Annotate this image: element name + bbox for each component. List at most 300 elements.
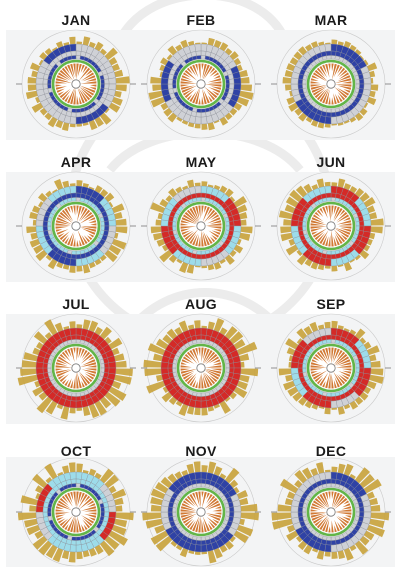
ring-segment [168,507,173,512]
gold-bar [18,375,38,386]
ring-segment [100,359,104,364]
ring-segment [48,80,52,84]
gold-bar [32,474,47,488]
gold-bar [338,406,345,415]
ring-segment [76,254,81,259]
ring-segment [331,109,335,113]
ring-segment [226,80,230,84]
gold-bar [278,504,292,511]
radial-diagram-sep [269,306,393,430]
gold-bar [142,513,161,521]
ring-segment [201,340,205,344]
gold-bar [195,124,201,129]
ring-segment [325,328,331,335]
gold-bar [153,354,163,362]
ring-segment [43,221,48,226]
ring-segment [201,540,206,545]
gold-bar [69,408,75,414]
ring-segment [101,508,105,512]
gold-bar [332,266,338,272]
ring-segment [225,217,229,222]
ring-segment [291,226,298,232]
gold-bar [324,408,330,415]
gold-bar [77,324,83,328]
gold-bar [143,360,161,368]
ring-segment [327,198,331,202]
gold-bar [116,505,123,511]
ring-segment [173,226,177,230]
gold-bar [151,227,162,234]
ring-segment [359,226,364,231]
gold-bar [325,124,331,128]
ring-segment [298,221,303,226]
ring-segment [192,484,197,488]
ring-segment [303,512,307,516]
center-marker [197,508,205,516]
gold-bar [69,37,75,45]
ring-segment [100,503,104,508]
ring-segment [326,540,331,545]
month-title-apr: APR [60,154,92,170]
gold-bar [152,85,161,92]
ring-segment [70,328,76,335]
ring-segment [76,540,81,545]
ring-segment [355,503,359,508]
ring-segment [327,340,331,344]
ring-segment [76,51,81,56]
ring-segment [331,198,335,202]
ring-segment [192,340,197,344]
ring-segment [201,251,205,255]
gold-bar [195,183,201,187]
gold-bar [187,180,194,188]
center-marker [197,364,205,372]
ring-segment [356,84,360,88]
ring-segment [335,250,340,254]
ring-segment [72,393,76,397]
ring-segment [331,545,337,552]
ring-segment [104,368,109,373]
center-marker [197,80,205,88]
ring-segment [67,484,72,488]
ring-segment [168,512,173,517]
ring-segment [322,340,327,344]
gold-bar [194,320,200,328]
ring-segment [168,226,173,231]
center-marker [327,80,335,88]
ring-segment [331,396,336,401]
gold-bar [332,182,338,186]
ring-segment [104,226,109,231]
ring-segment [303,84,307,88]
ring-segment [201,109,205,113]
gold-bar [371,227,383,234]
ring-segment [364,78,371,84]
gold-bar [151,505,161,512]
gold-bar [325,552,331,557]
ring-segment [72,109,76,113]
gold-bar [194,408,200,416]
ring-segment [225,75,229,80]
ring-segment [226,508,230,512]
gold-bar [332,321,338,328]
gold-bar [332,552,338,559]
ring-segment [48,508,52,512]
ring-segment [173,508,177,512]
radial-diagram-jul [14,306,138,430]
gold-bar [371,218,384,225]
gold-bar [21,495,38,505]
ring-segment [71,540,76,545]
ring-segment [298,84,303,89]
gold-bar [62,122,69,131]
gold-bar [285,85,291,91]
ring-segment [201,112,206,117]
ring-segment [70,44,76,51]
ring-segment [205,536,210,540]
ring-segment [229,221,234,226]
ring-segment [192,198,197,202]
ring-segment [364,220,371,226]
ring-segment [298,79,303,84]
ring-segment [205,250,210,254]
ring-segment [196,112,201,117]
ring-segment [196,335,201,340]
gold-bar [116,227,128,234]
ring-segment [335,536,340,540]
ring-segment [71,193,76,198]
gold-bar [241,504,258,512]
center-marker [72,222,80,230]
gold-bar [28,77,37,83]
ring-segment [331,117,337,124]
gold-bar [187,264,195,273]
ring-segment [298,507,303,512]
ring-segment [197,56,201,60]
ring-segment [161,512,168,518]
ring-segment [331,193,336,198]
gold-bar [208,322,215,330]
ring-segment [195,328,201,335]
ring-segment [67,340,72,344]
ring-segment [101,368,105,372]
ring-segment [80,392,85,396]
ring-segment [331,51,336,56]
ring-segment [303,368,307,372]
ring-segment [173,88,177,93]
ring-segment [43,368,48,373]
ring-segment [76,251,80,255]
gold-bar [202,181,208,186]
ring-segment [359,368,364,373]
ring-segment [101,80,105,84]
ring-segment [161,368,168,374]
gold-bar [332,467,338,473]
ring-segment [234,506,241,512]
gold-bar [116,219,127,226]
ring-segment [76,340,80,344]
ring-segment [43,363,48,368]
ring-segment [298,226,303,231]
ring-segment [201,198,205,202]
ring-segment [76,335,81,340]
ring-segment [192,56,197,60]
ring-segment [205,108,210,112]
ring-segment [72,537,76,541]
ring-segment [201,259,207,266]
ring-segment [48,372,52,377]
ring-segment [80,250,85,254]
ring-segment [356,222,360,226]
gold-bar [153,233,163,241]
ring-segment [48,512,52,516]
gold-bar [371,369,384,376]
gold-bar [283,219,291,225]
ring-segment [356,512,360,516]
ring-segment [326,479,331,484]
ring-segment [234,220,241,226]
ring-segment [195,186,201,193]
ring-segment [36,512,43,518]
ring-segment [331,251,335,255]
ring-segment [291,368,298,374]
ring-segment [201,193,206,198]
ring-segment [104,512,109,517]
ring-segment [48,516,52,521]
ring-segment [327,393,331,397]
gold-bar [285,70,293,77]
ring-segment [359,84,364,89]
gold-bar [29,212,38,219]
gold-bar [239,498,248,506]
ring-segment [327,537,331,541]
gold-bar [283,77,292,83]
ring-segment [72,340,76,344]
ring-segment [76,198,80,202]
gold-bar [332,39,338,44]
gold-bar [324,322,330,329]
ring-segment [101,84,105,88]
ring-segment [303,88,307,93]
ring-segment [76,393,80,397]
ring-segment [48,222,52,226]
ring-segment [201,393,205,397]
ring-segment [355,217,359,222]
ring-segment [36,226,43,232]
ring-segment [161,84,168,90]
ring-segment [168,368,173,373]
gold-bar [371,85,379,91]
radial-diagram-oct [14,450,138,574]
ring-segment [226,222,230,226]
ring-segment [356,368,360,372]
gold-bar [69,266,75,273]
center-marker [327,508,335,516]
gold-bar [116,76,130,83]
ring-segment [327,109,331,113]
ring-segment [356,508,360,512]
ring-segment [325,472,331,479]
month-title-jun: JUN [316,154,346,170]
gold-bar [150,77,161,84]
gold-bar [112,203,125,213]
ring-segment [101,222,105,226]
ring-segment [331,56,335,60]
ring-segment [173,222,177,226]
ring-segment [76,112,81,117]
ring-segment [331,540,336,545]
ring-segment [201,537,205,541]
gold-bar [109,338,123,350]
gold-bar [371,361,381,368]
ring-segment [104,363,109,368]
center-marker [327,222,335,230]
ring-segment [197,109,201,113]
ring-segment [229,512,234,517]
ring-segment [43,79,48,84]
radial-diagram-aug [139,306,263,430]
gold-bar [239,212,247,219]
ring-segment [201,396,206,401]
ring-segment [196,51,201,56]
ring-segment [303,516,307,521]
gold-bar [28,85,37,91]
ring-segment [76,479,81,484]
gold-bar [83,319,91,329]
gold-bar [371,505,381,512]
gold-bar [20,369,36,377]
ring-segment [331,537,335,541]
ring-segment [168,84,173,89]
radial-diagram-nov [139,450,263,574]
ring-segment [303,508,307,512]
gold-bar [116,513,134,521]
gold-bar [144,369,161,377]
ring-segment [229,84,234,89]
gold-bar [44,463,57,479]
ring-segment [195,44,201,51]
center-marker [72,364,80,372]
month-title-oct: OCT [60,443,92,459]
ring-segment [197,537,201,541]
ring-segment [104,221,109,226]
ring-segment [291,512,298,518]
gold-bar [202,408,208,416]
ring-segment [226,512,230,516]
month-title-nov: NOV [185,443,217,459]
radial-diagram-feb [139,22,263,146]
ring-segment [326,396,331,401]
ring-segment [43,512,48,517]
ring-segment [325,44,331,51]
ring-segment [101,512,105,516]
ring-segment [359,507,364,512]
ring-segment [197,393,201,397]
ring-segment [331,335,336,340]
ring-segment [43,84,48,89]
radial-diagram-dec [269,450,393,574]
ring-segment [356,80,360,84]
ring-segment [201,479,206,484]
gold-bar [22,360,37,367]
ring-segment [76,537,80,541]
ring-segment [196,540,201,545]
ring-segment [226,368,230,372]
gold-bar [83,264,91,273]
center-marker [72,508,80,516]
ring-segment [48,368,52,372]
ring-segment [234,362,241,368]
ring-segment [229,226,234,231]
ring-segment [205,392,210,396]
ring-segment [355,359,359,364]
ring-segment [67,56,72,60]
ring-segment [173,372,177,377]
ring-segment [173,368,177,372]
gold-bar [371,513,390,521]
gold-bar [77,552,83,560]
gold-bar [114,498,123,506]
gold-bar [241,362,245,368]
gold-bar [241,369,259,377]
ring-segment [48,364,52,368]
ring-segment [173,230,177,235]
ring-segment [326,254,331,259]
ring-segment [298,363,303,368]
ring-segment [359,512,364,517]
ring-segment [201,335,206,340]
ring-segment [168,363,173,368]
ring-segment [226,84,230,88]
ring-segment [173,84,177,88]
ring-segment [48,226,52,230]
ring-segment [197,484,201,488]
ring-segment [173,80,177,84]
ring-segment [71,479,76,484]
ring-segment [303,222,307,226]
ring-segment [331,401,337,408]
gold-bar [77,180,83,186]
gold-bar [239,70,248,77]
ring-segment [80,108,85,112]
ring-segment [67,198,72,202]
ring-segment [71,51,76,56]
radial-diagram-may [139,164,263,288]
ring-segment [48,230,52,235]
ring-segment [201,545,207,552]
month-title-aug: AUG [184,296,217,312]
ring-segment [101,364,105,368]
gold-bar [69,552,76,563]
ring-segment [364,506,371,512]
gold-bar [69,462,76,472]
ring-segment [331,112,336,117]
ring-segment [76,109,80,113]
ring-segment [326,193,331,198]
ring-segment [326,51,331,56]
center-marker [197,222,205,230]
ring-segment [76,484,80,488]
ring-segment [109,78,116,84]
gold-bar [241,219,247,225]
radial-diagram-jun [269,164,393,288]
ring-segment [291,84,298,90]
gold-bar [186,464,194,474]
ring-segment [327,56,331,60]
ring-segment [76,259,82,266]
gold-bar [338,464,346,474]
ring-segment [197,340,201,344]
